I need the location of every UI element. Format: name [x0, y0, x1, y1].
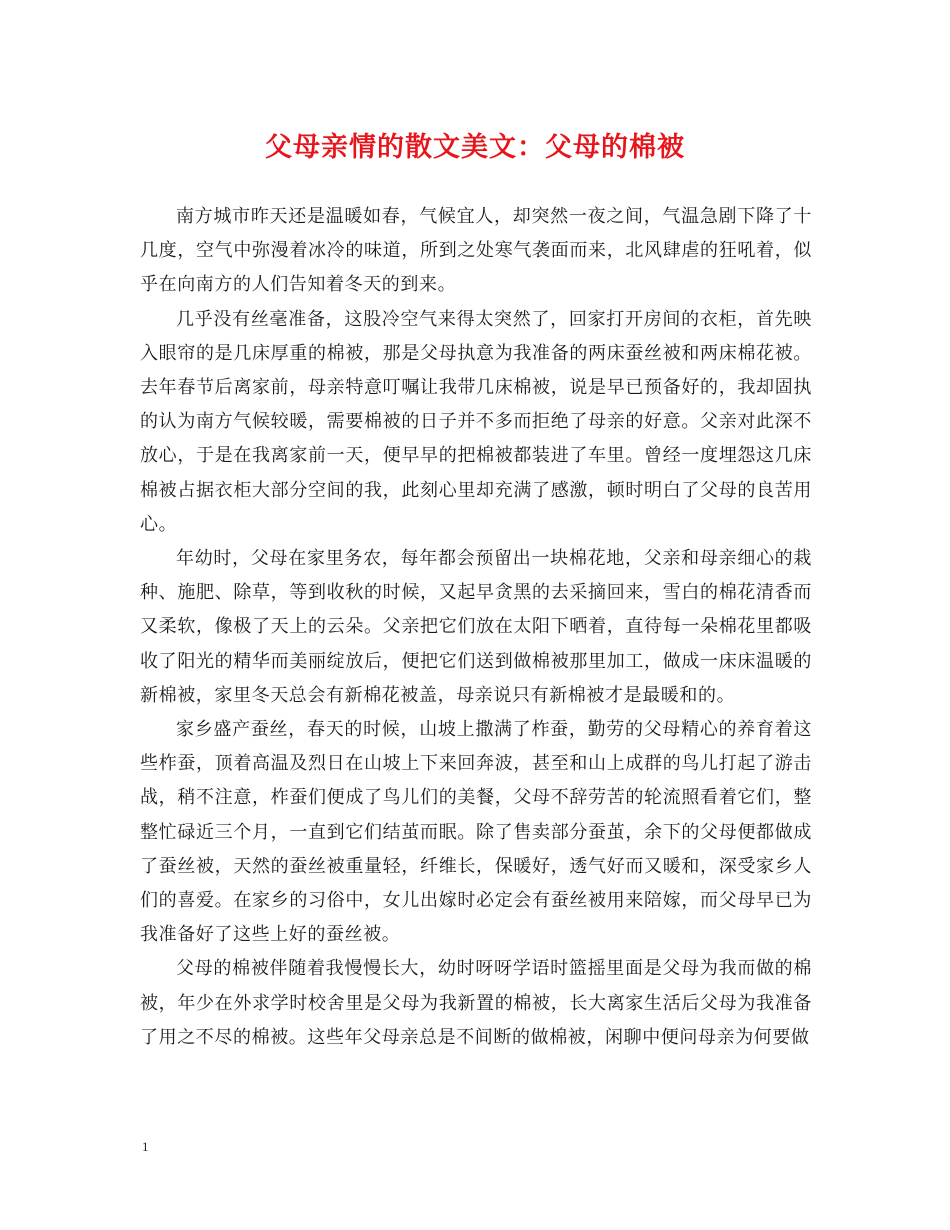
paragraph-4: 家乡盛产蚕丝，春天的时候，山坡上撒满了柞蚕，勤劳的父母精心的养育着这些柞蚕，顶着高温及烈日在山坡上下来回奔波，甚至和山上成群的鸟儿打起了游击战，稍不注意，柞蚕们便成了鸟儿们的美餐，父母不辞劳苦的轮流照看着它们，整整忙碌近三个月，一直到它们结茧而眠。除了售卖部分蚕茧，余下的父母便都做成了蚕丝被，天然的蚕丝被重量轻，纤维长，保暖好，透气好而又暖和，深受家乡人们的喜爱。在家乡的习俗中，女儿出嫁时必定会有蚕丝被用来陪嫁，而父母早已为我准备好了这些上好的蚕丝被。	[140, 719, 812, 946]
paragraph-5: 父母的棉被伴随着我慢慢长大，幼时呀呀学语时篮摇里面是父母为我而做的棉被，年少在外求学时校舍里是父母为我新置的棉被，长大离家生活后父母为我准备了用之不尽的棉被。这些年父母亲总是不间断的做棉被，闲聊中便问母亲为何要做	[140, 958, 812, 1048]
page-title: 父母亲情的散文美文：父母的棉被	[265, 132, 685, 163]
article-body	[140, 200, 812, 1055]
paragraph-1: 南方城市昨天还是温暖如春，气候宜人，却突然一夜之间，气温急剧下降了十几度，空气中弥漫着冰冷的味道，所到之处寒气袭面而来，北风肆虐的狂吼着，似乎在向南方的人们告知着冬天的到来。	[140, 206, 812, 296]
paragraph-2: 几乎没有丝毫准备，这股冷空气来得太突然了，回家打开房间的衣柜，首先映入眼帘的是几床厚重的棉被，那是父母执意为我准备的两床蚕丝被和两床棉花被。去年春节后离家前，母亲特意叮嘱让我带几床棉被，说是早已预备好的，我却固执的认为南方气候较暖，需要棉被的日子并不多而拒绝了母亲的好意。父亲对此深不放心，于是在我离家前一天，便早早的把棉被都装进了车里。曾经一度埋怨这几床棉被占据衣柜大部分空间的我，此刻心里却充满了感激，顿时明白了父母的良苦用心。	[140, 308, 812, 535]
page-number: 1	[142, 1139, 149, 1154]
paragraph-3: 年幼时，父母在家里务农，每年都会预留出一块棉花地，父亲和母亲细心的栽种、施肥、除草，等到收秋的时候，又起早贪黑的去采摘回来，雪白的棉花清香而又柔软，像极了天上的云朵。父亲把它们放在太阳下晒着，直待每一朵棉花里都吸收了阳光的精华而美丽绽放后，便把它们送到做棉被那里加工，做成一床床温暖的新棉被，家里冬天总会有新棉花被盖，母亲说只有新棉被才是最暖和的。	[140, 548, 812, 706]
